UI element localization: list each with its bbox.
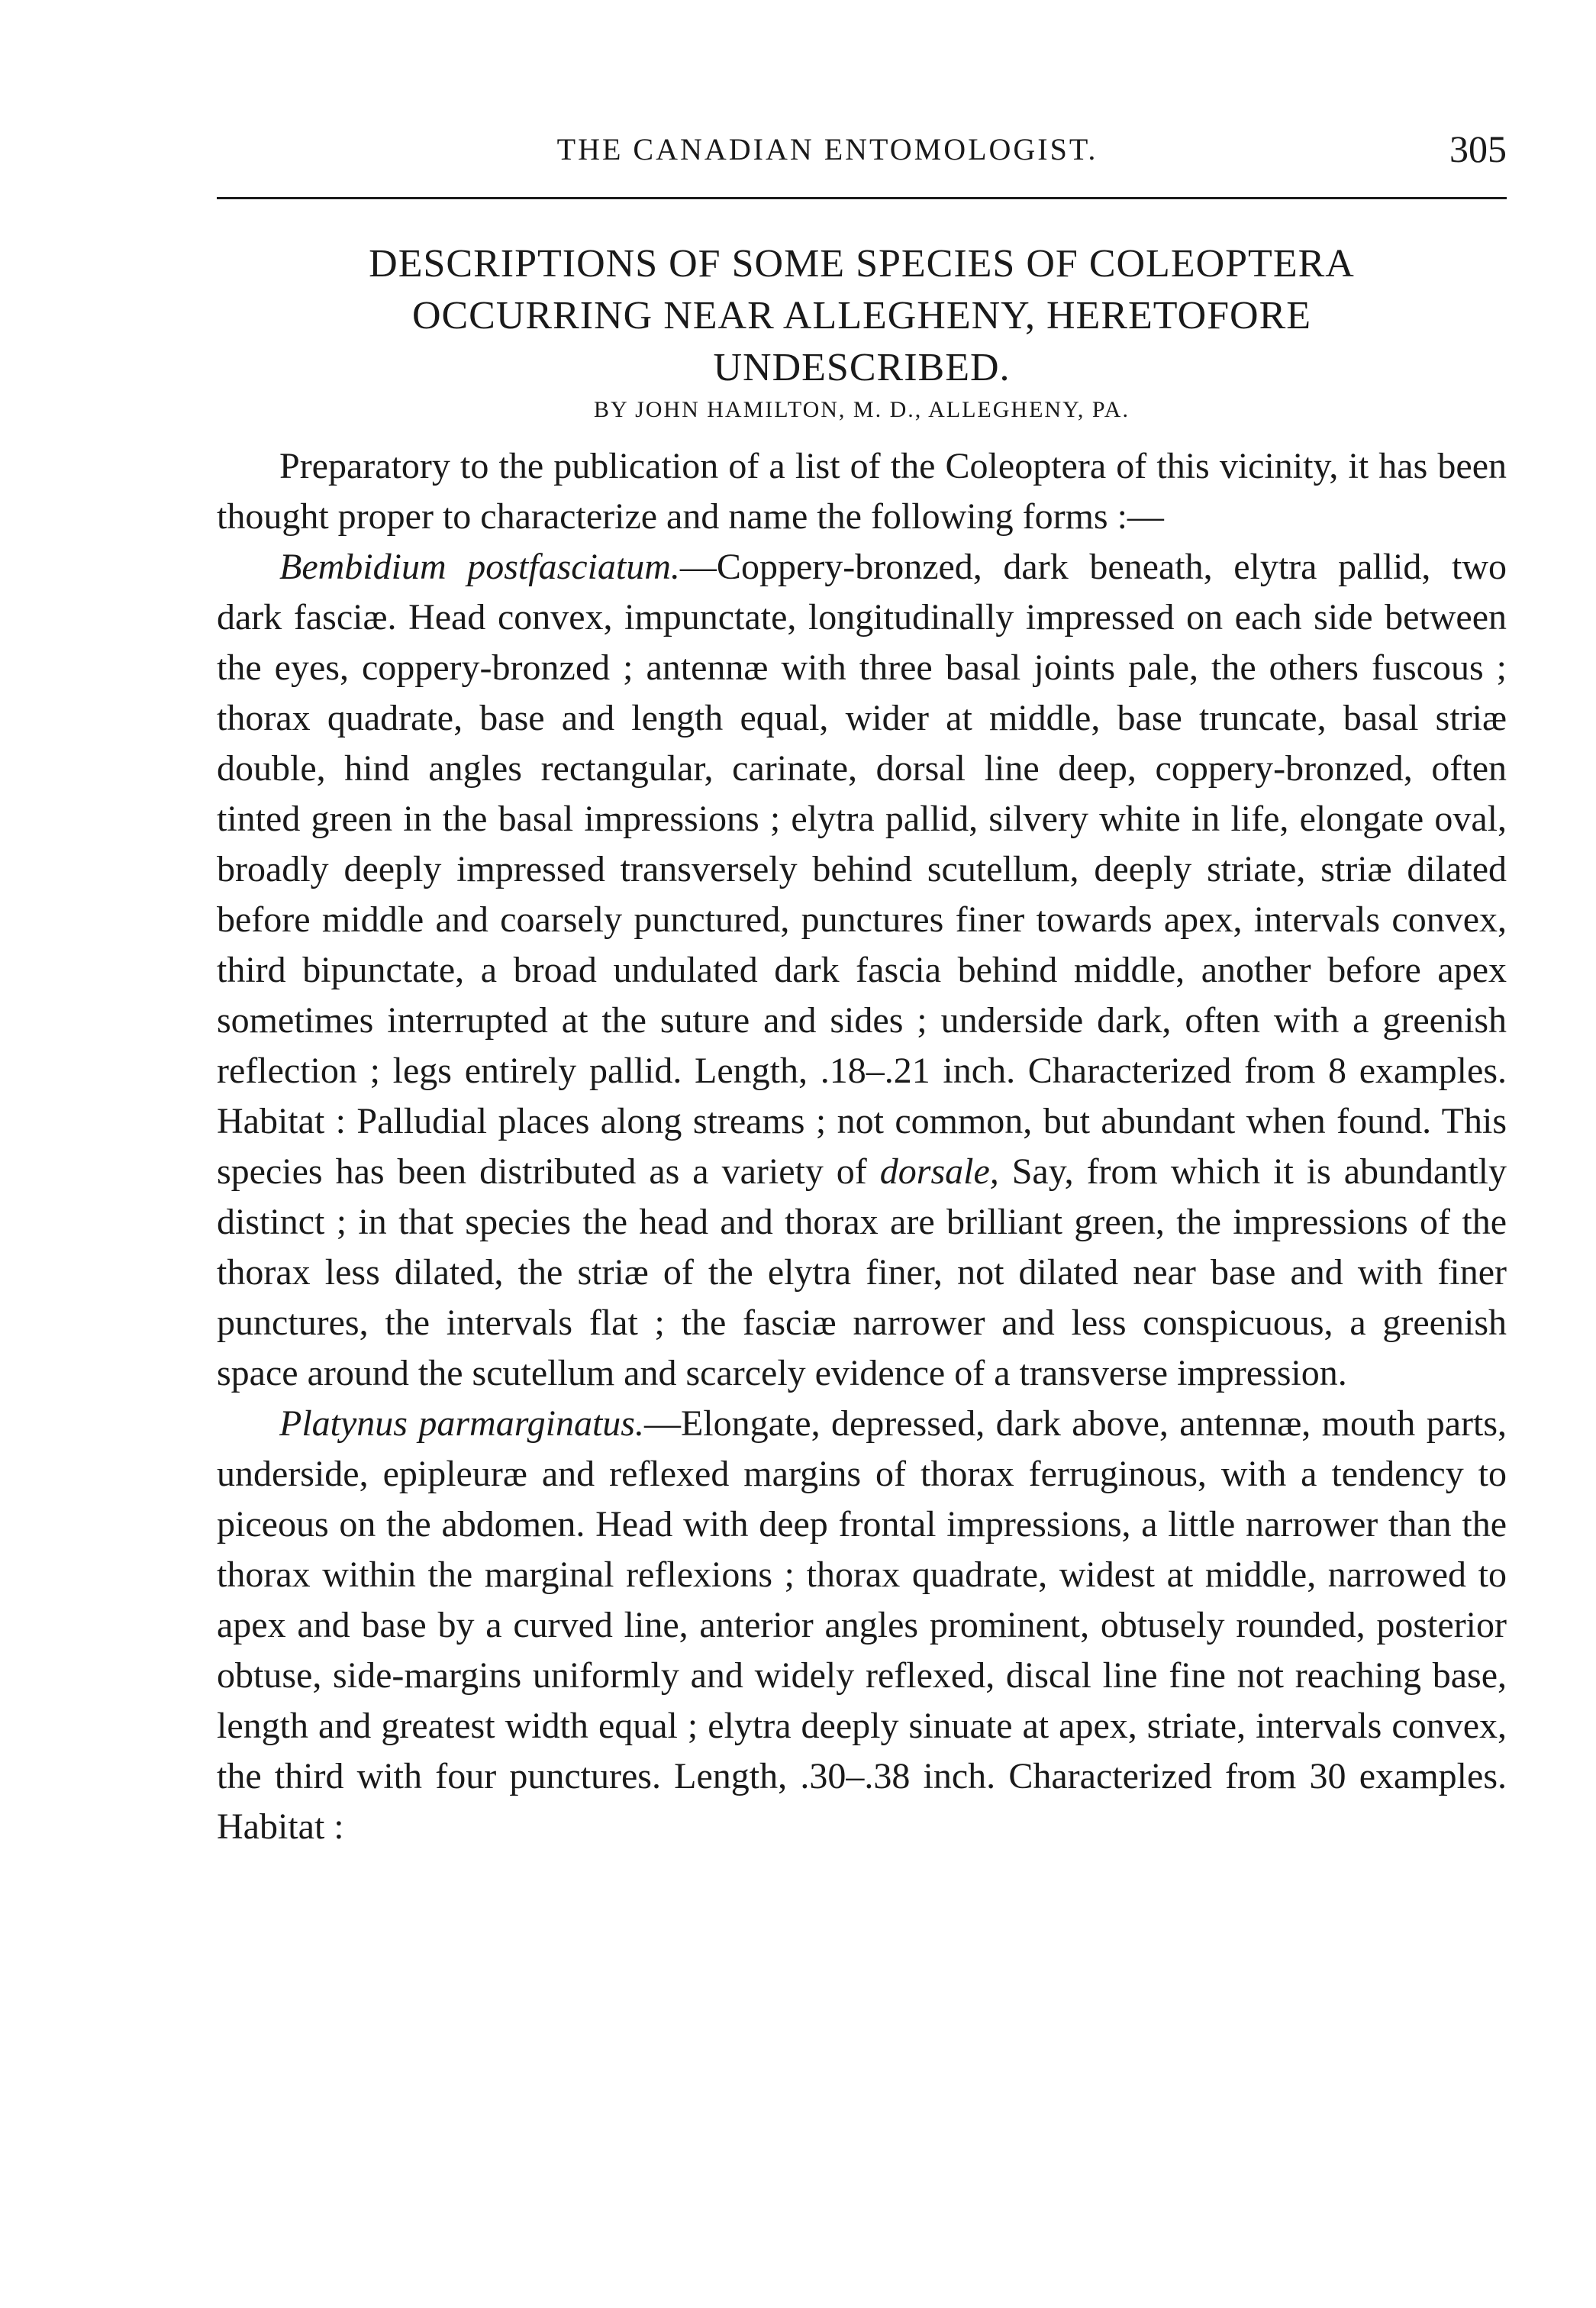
species-description: —Coppery-bronzed, dark beneath, elytra pallid, two dark fasciæ. Head convex, impunctate, longitudinally impressed on each side between the eyes, coppery-bronzed ; antennæ with three basal joints pale, the others fuscous ; thorax quadrate, base and length equal, wider at middle, base truncate, basal striæ double, hind angles rectangular, carinate, dorsal line deep, coppery-bronzed, often tinted green in the basal impressions ; elytra pallid, silvery white in life, elongate oval, broadly deeply impressed transversely behind scutellum, deeply striate, striæ dilated before middle and coarsely punctured, punctures finer towards apex, intervals convex, third bipunctate, a broad undulated dark fascia behind middle, another before apex sometimes interrupted at the suture and sides ; underside dark, often with a greenish reflection ; legs entirely pallid. Length, .18–.21 inch. Characterized from 8 examples. Habitat : Palludial places along streams ; not common, but abundant when found. This species has been distributed as a variety of xyxy=(217,547,1507,1192)
intro-paragraph: Preparatory to the publication of a list of the Coleoptera of this vicinity, it has been thought proper to characterize and name the following forms :— xyxy=(217,446,1507,537)
species-paragraph-platynus xyxy=(217,1399,1507,1852)
article-title xyxy=(217,238,1507,394)
species-name: Platynus parmarginatus. xyxy=(279,1403,644,1444)
article-title-line: OCCURRING NEAR ALLEGHENY, HERETOFORE xyxy=(411,294,1312,337)
species-description-continued: Say, from which it is abundantly distinct ; in that species the head and thorax are brilliant green, the impressions of the thorax less dilated, the striæ of the elytra finer, not dilated near base and with finer punctures, the intervals flat ; the fasciæ narrower and less conspicuous, a greenish space around the scutellum and scarcely evidence of a transverse impression. xyxy=(217,1151,1507,1393)
article-body xyxy=(217,441,1507,1852)
article-title-line: UNDESCRIBED. xyxy=(713,346,1011,389)
header-rule xyxy=(217,197,1507,199)
species-paragraph-bembidium xyxy=(217,542,1507,1399)
compared-species-name: dorsale, xyxy=(879,1151,999,1192)
species-name: Bembidium postfasciatum. xyxy=(279,547,680,587)
species-description: —Elongate, depressed, dark above, antennæ, mouth parts, underside, epipleuræ and reflexed margins of thorax ferruginous, with a tendency to piceous on the abdomen. Head with deep frontal impressions, a little narrower than the thorax within the marginal reflexions ; thorax quadrate, widest at middle, narrowed to apex and base by a curved line, anterior angles prominent, obtusely rounded, posterior obtuse, side-margins uniformly and widely reflexed, discal line fine not reaching base, length and greatest width equal ; elytra deeply sinuate at apex, striate, intervals convex, the third with four punctures. Length, .30–.38 inch. Characterized from 30 examples. Habitat : xyxy=(217,1403,1507,1847)
running-header xyxy=(217,128,1507,177)
author-byline: BY JOHN HAMILTON, M. D., ALLEGHENY, PA. xyxy=(594,397,1130,422)
article-title-line: DESCRIPTIONS OF SOME SPECIES OF COLEOPTERA xyxy=(369,242,1355,286)
journal-title: THE CANADIAN ENTOMOLOGIST. xyxy=(556,132,1098,166)
page-number: 305 xyxy=(1449,128,1507,170)
